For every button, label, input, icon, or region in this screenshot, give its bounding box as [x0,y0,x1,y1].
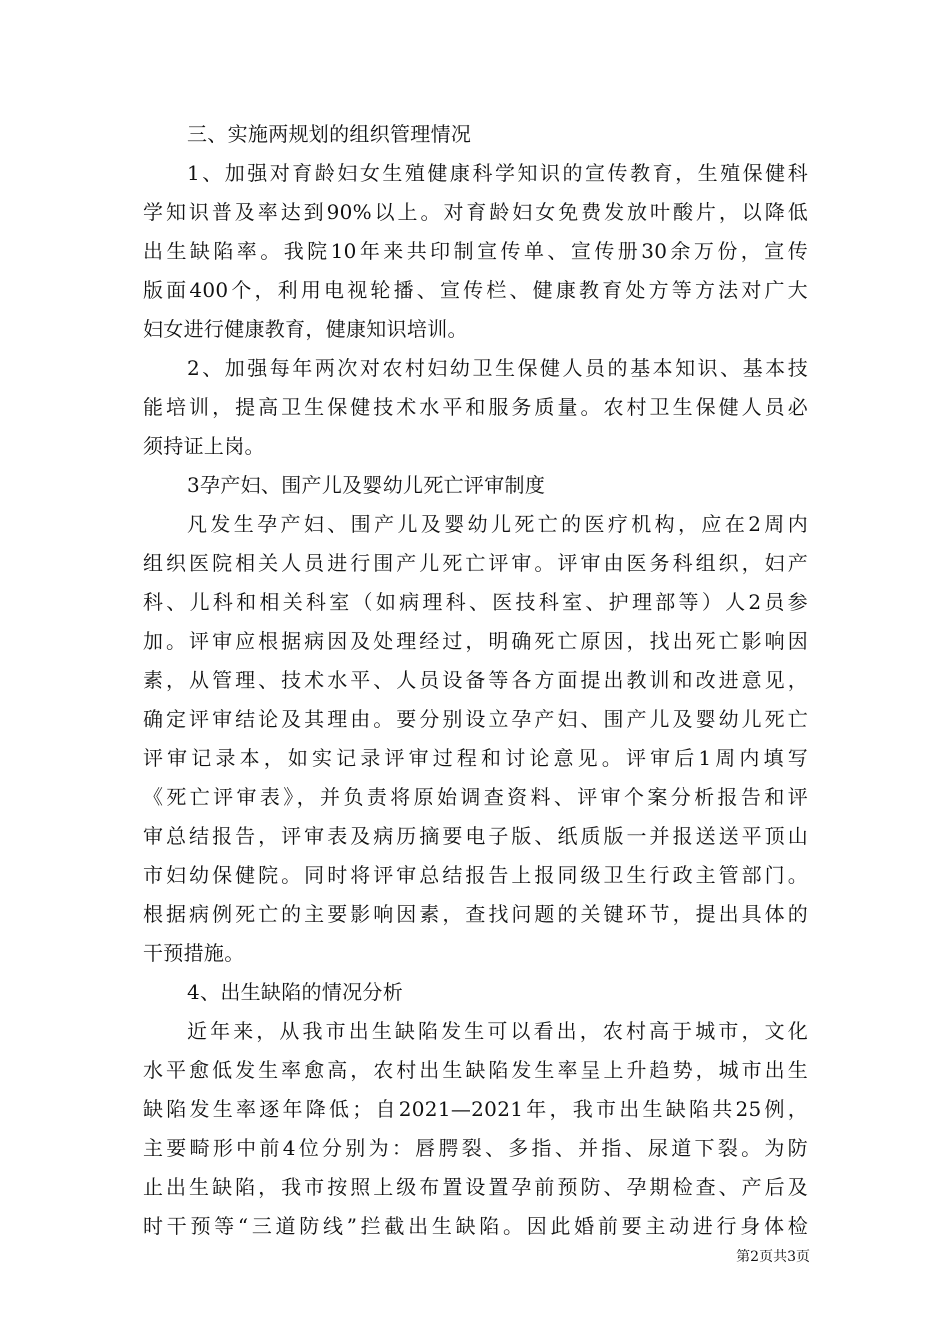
page-number-footer: 第2页共3页 [736,1249,810,1265]
paragraph-line: 根据病例死亡的主要影响因素，查找问题的关键环节，提出具体的 [143,902,808,926]
paragraph-line: 《死亡评审表》，并负责将原始调查资料、评审个案分析报告和评 [143,785,808,809]
section-heading: 4、出生缺陷的情况分析 [187,980,404,1004]
paragraph-line: 2、加强每年两次对农村妇幼卫生保健人员的基本知识、基本技 [187,356,808,380]
section-heading: 三、实施两规划的组织管理情况 [187,122,472,146]
paragraph-line: 凡发生孕产妇、围产儿及婴幼儿死亡的医疗机构，应在2周内 [187,512,808,536]
paragraph-line: 学知识普及率达到90%以上。对育龄妇女免费发放叶酸片，以降低 [143,200,808,224]
paragraph-line: 组织医院相关人员进行围产儿死亡评审。评审由医务科组织，妇产 [143,551,808,575]
document-body [143,115,808,1246]
paragraph-line: 近年来，从我市出生缺陷发生可以看出，农村高于城市，文化 [187,1019,808,1043]
paragraph-line: 时干预等“三道防线”拦截出生缺陷。因此婚前要主动进行身体检 [143,1214,808,1238]
paragraph-line: 加。评审应根据病因及处理经过，明确死亡原因，找出死亡影响因 [143,629,808,653]
paragraph-line: 妇女进行健康教育，健康知识培训。 [143,317,468,341]
paragraph-line: 市妇幼保健院。同时将评审总结报告上报同级卫生行政主管部门。 [143,863,808,887]
paragraph-line: 版面400个，利用电视轮播、宣传栏、健康教育处方等方法对广大 [143,278,808,302]
paragraph-line: 能培训，提高卫生保健技术水平和服务质量。农村卫生保健人员必 [143,395,808,419]
paragraph-line: 干预措施。 [143,941,245,965]
paragraph-line: 止出生缺陷，我市按照上级布置设置孕前预防、孕期检查、产后及 [143,1175,808,1199]
paragraph-line: 科、儿科和相关科室（如病理科、医技科室、护理部等）人2员参 [143,590,808,614]
paragraph-line: 出生缺陷率。我院10年来共印制宣传单、宣传册30余万份，宣传 [143,239,808,263]
paragraph-line: 水平愈低发生率愈高，农村出生缺陷发生率呈上升趋势，城市出生 [143,1058,808,1082]
paragraph-line: 缺陷发生率逐年降低；自2021—2021年，我市出生缺陷共25例， [143,1097,808,1121]
paragraph-line: 须持证上岗。 [143,434,265,458]
paragraph-line: 评审记录本，如实记录评审过程和讨论意见。评审后1周内填写 [143,746,808,770]
paragraph-line: 审总结报告，评审表及病历摘要电子版、纸质版一并报送送平顶山 [143,824,808,848]
paragraph-line: 主要畸形中前4位分别为：唇腭裂、多指、并指、尿道下裂。为防 [143,1136,808,1160]
section-heading: 3孕产妇、围产儿及婴幼儿死亡评审制度 [187,473,546,497]
paragraph-line: 1、加强对育龄妇女生殖健康科学知识的宣传教育，生殖保健科 [187,161,808,185]
paragraph-line: 确定评审结论及其理由。要分别设立孕产妇、围产儿及婴幼儿死亡 [143,707,808,731]
paragraph-line: 素，从管理、技术水平、人员设备等各方面提出教训和改进意见， [143,668,808,692]
